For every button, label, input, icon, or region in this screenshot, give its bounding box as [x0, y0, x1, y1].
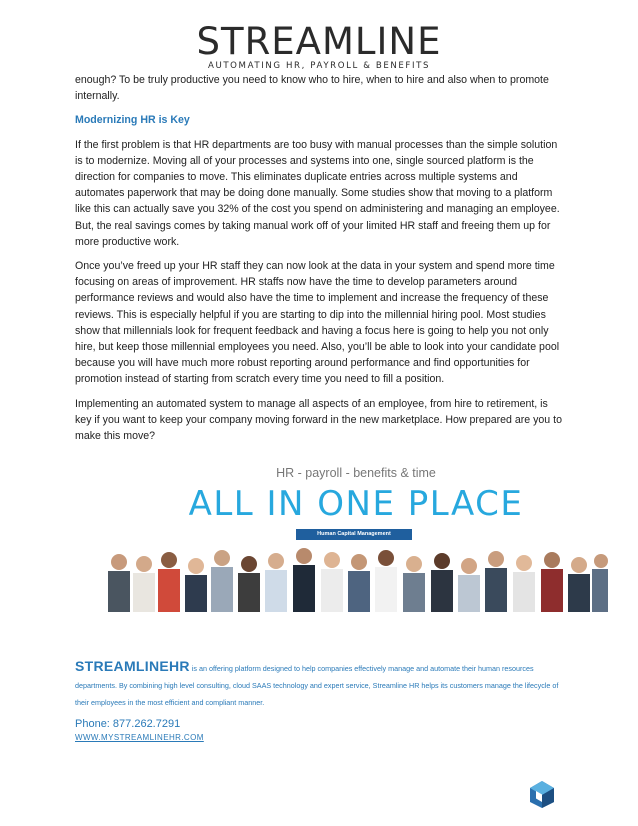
promo-banner	[104, 466, 608, 612]
footer-brand: STREAMLINEHR	[75, 658, 190, 674]
streamline-mark-icon	[527, 778, 557, 808]
crowd-photo	[104, 546, 608, 612]
paragraph-1: If the first problem is that HR departments are too busy with manual processes than the simple solution is to modernize. Moving all of your processes and systems into one, single sourced platform is the direction for companies to move. This eliminates duplicate entries across multiple systems and automates paperwork that may be doing done manually. Some studies show that moving to a platform like this can actually save you 32% of the cost you spend on administering and managing an employee. But, the real savings comes by taking manual work off of your limited HR staff and freeing them up for more productive work.	[75, 138, 560, 248]
section-heading: Modernizing HR is Key	[75, 114, 190, 127]
paragraph-3: Implementing an automated system to manage all aspects of an employee, from hire to retirement, is key if you want to keep your company moving forward in the new marketplace. How prepared are you to make this move?	[75, 397, 562, 443]
logo-tagline: AUTOMATING HR, PAYROLL & BENEFITS	[207, 61, 431, 71]
paragraph-2: Once you’ve freed up your HR staff they can now look at the data in your system and spend more time focusing on areas of improvement. HR staffs now have the time to develop parameters around performance reviews and would also have the time to implement and increase the frequency of these reviews. This is especially helpful if you are starting to dip into the millennial hiring pool. Most studies show that millennials look for frequent feedback and having a focus here is going to help you not only hire, but keep those millennial employees you need. Also, you’ll be able to look into your candidate pool because you will have much more robust reporting around performance and find opportunities for promotion instead of starting from scratch every time you need to fill a position.	[75, 260, 560, 386]
logo-wordmark: STREAMLINE	[196, 20, 442, 63]
footer-description-block	[75, 658, 565, 711]
footer-website-link[interactable]: WWW.MYSTREAMLINEHR.COM	[75, 733, 204, 742]
banner-subtitle: HR - payroll - benefits & time	[276, 466, 436, 480]
footer-phone: Phone: 877.262.7291	[75, 718, 181, 730]
banner-title: ALL IN ONE PLACE	[188, 484, 524, 524]
paragraph-intro: enough? To be truly productive you need to know who to hire, when to hire and also when to promote internally.	[75, 74, 549, 103]
article-body	[75, 72, 565, 452]
footer	[75, 658, 565, 711]
footer-description: is an offering platform designed to help companies effectively manage and automate their human resources departments. By combining high level consulting, cloud SAAS technology and expert service, Streamline HR helps its customers manage the lifecycle of their employees in the most efficient and compliant manner.	[75, 664, 559, 707]
banner-pill: Human Capital Management	[296, 529, 412, 540]
